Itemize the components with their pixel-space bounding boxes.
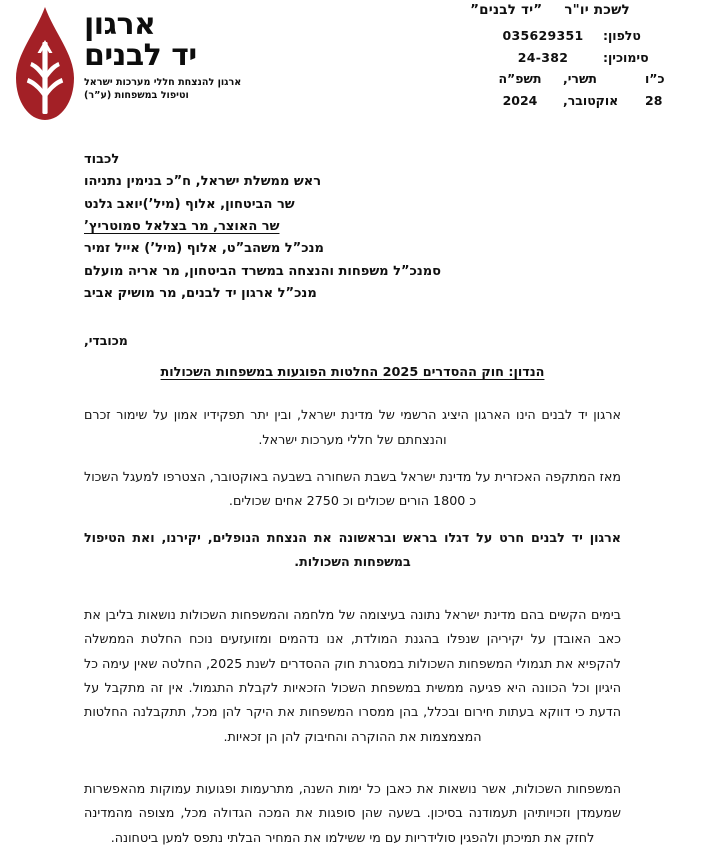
letterhead-meta [415, 2, 715, 111]
gregorian-date-row [415, 90, 707, 112]
phone-value: 035629351 [502, 28, 584, 43]
gregorian-date-day: 28 [645, 92, 663, 108]
letterhead [0, 0, 715, 132]
hebrew-date-year: תשפ”ה [498, 71, 542, 86]
recipient-1: שר הביטחון, אלוף (מיל’)יואב גלנט [84, 196, 295, 212]
recipient-list [84, 171, 621, 305]
hebrew-date-row [415, 68, 707, 90]
letterhead-fields [415, 25, 715, 111]
phone-label: טלפון: [603, 28, 641, 43]
recipient-3: מנכ”ל משהב”ט, אלוף (מיל’) אייל זמיר [84, 241, 324, 257]
letter-paragraphs [84, 403, 621, 850]
phone-row [415, 25, 707, 47]
paragraph-2: ארגון יד לבנים חרט על דגלו בראש ובראשונה את הנצחת הנופלים, יקירנו, ואת הטיפול במשפחות השכולות. [84, 530, 621, 570]
paragraph-3: בימים הקשים בהם מדינת ישראל נתונה בעיצומה של מלחמה והמשפחות השכולות נושאות בליבן את כאב האובדן על יקיריהן שנפלו בהגנת המולדת, אנו נדהמים ומזועזעים נוכח החלטת הממשלה להקפיא את תגמולי המשפחות השכולות במסגרת חוק ההסדרים לשנת 2025, החלטה שאין עימה כל היגיון וכל הכוונה היא פגיעה ממשית במשפחת השכול הזכאיות לקבלת התגמול. אין זה מתקבל על הדעת כי דווקא בעתות חירום ובכלל, בהן ממסרו המשפחות את היקר להן מכל, תתקבלנה החלטות המצמצמות את ההוקרה והחיבוק להן הן זכאיות. [84, 606, 621, 744]
gregorian-date-year: 2024 [502, 92, 538, 108]
organization-quoted-name: ”יד לבנים” [470, 2, 543, 18]
logo-wordmark [78, 6, 241, 103]
paragraph-0: ארגון יד לבנים הינו הארגון היציג הרשמי של מדינת ישראל, ובין יתר תפקידיו אמון על שימור זכרם והנצחתם של חללי מערכות ישראל. [84, 407, 621, 447]
hebrew-date-month: תשרי, [563, 71, 597, 86]
logo-subtitle-line-1: ארגון להנצחת חללי מערכות ישראל [84, 77, 242, 89]
paragraph-4: המשפחות השכולות, אשר נושאות את כאבן כל ימות השנה, מתרעמות ופגועות עמוקות מהאפשרות שמעמדן וזכויותיהן תעמודנה בסיכון. בשעה שהן סופגות את המכה הגדולה מכל, מצופה מהמדינה לחזק את תמיכתן ולהפגין סולידריות עם מי ששילמו את המחיר הבלתי נתפס למען ביטחונה. [84, 781, 621, 845]
paragraph-1: מאז המתקפה האכזרית על מדינת ישראל בשבת השחורה בשבעה באוקטובר, הצטרפו למעגל השכול כ 1800 הורים שכולים וכ 2750 אחים שכולים. [84, 468, 621, 509]
recipient-5: מנכ”ל ארגון יד לבנים, מר מושיק אביב [84, 285, 317, 301]
reference-row [415, 47, 707, 69]
letter-body [0, 150, 715, 863]
reference-label: סימוכין: [603, 49, 649, 65]
recipient-4: סמנכ”ל משפחות והנצחה במשרד הביטחון, מר אריה מועלם [84, 263, 442, 279]
gregorian-date-month: אוקטובר, [563, 92, 619, 108]
recipient-0: ראש ממשלת ישראל, ח”כ בנימין נתניהו [84, 174, 322, 190]
bureau-line [415, 2, 715, 18]
flame-tree-logo-icon [14, 6, 76, 122]
bureau-label: לשכת יו"ר [564, 2, 630, 18]
recipient-2: שר האוצר, מר בצלאל סמוטריץ’ [84, 218, 280, 234]
reference-value: 24-382 [517, 49, 569, 65]
hebrew-date-day: כ”ו [645, 71, 665, 86]
logo-subtitle-line-2: וטיפול במשפחות (ע”ר) [84, 89, 189, 101]
logo-title-line-1: ארגון [84, 7, 156, 42]
greeting: מכובדי, [84, 333, 128, 349]
organization-logo [14, 6, 292, 126]
subject-line: הנדון: חוק ההסדרים 2025 החלטות הפוגעות במשפחות השכולות [160, 365, 545, 381]
logo-title-line-2: יד לבנים [84, 37, 197, 73]
salutation: לכבוד [84, 152, 120, 167]
